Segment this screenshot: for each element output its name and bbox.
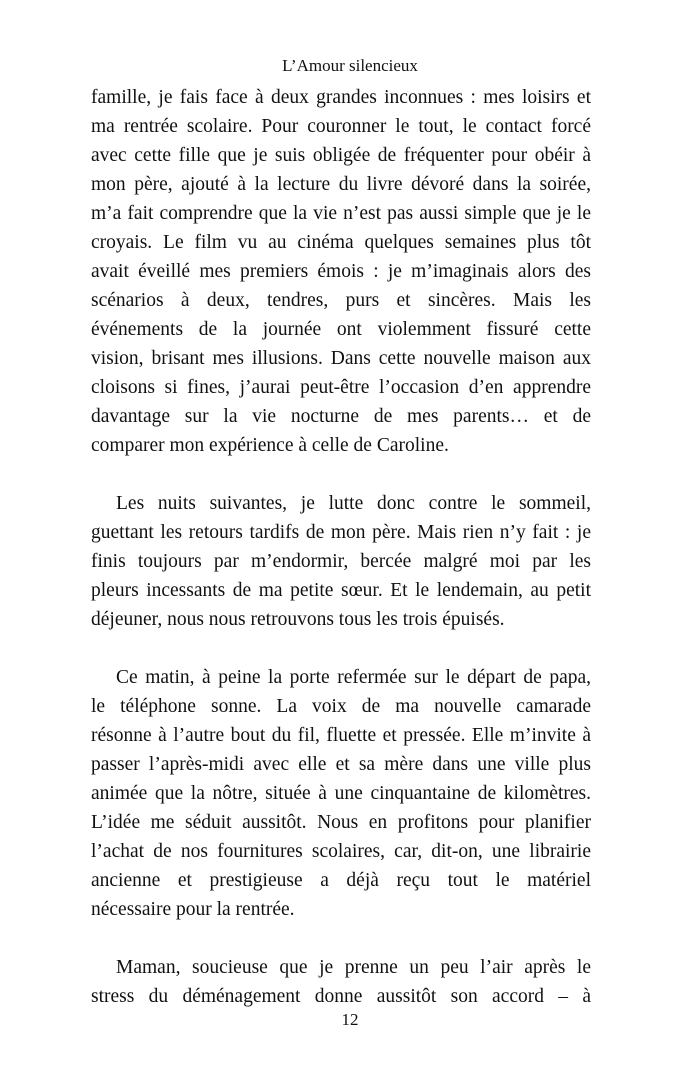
text-line: Les nuits suivantes, je lutte donc contre le sommeil, [116,493,591,514]
text-line: nécessaire pour la rentrée. [91,899,295,920]
text-line: famille, je fais face à deux grandes inconnues : mes loisirs et [91,87,591,108]
text-line: événements de la journée ont violemment fissuré cette [91,319,591,340]
text-line: résonne à l’autre bout du fil, fluette et pressée. Elle m’invite à [91,725,591,746]
paragraph [91,663,591,924]
text-line: cloisons si fines, j’aurai peut-être l’occasion d’en apprendre [91,377,591,398]
text-line: ancienne et prestigieuse a déjà reçu tout le matériel [91,870,591,891]
text-line: scénarios à deux, tendres, purs et sincères. Mais les [91,290,591,311]
text-line: m’a fait comprendre que la vie n’est pas aussi simple que je le [91,203,591,224]
paragraph [91,83,591,460]
page-body [91,83,591,1040]
text-line: le téléphone sonne. La voix de ma nouvelle camarade [91,696,591,717]
text-line: croyais. Le film vu au cinéma quelques semaines plus tôt [91,232,591,253]
text-line: ma rentrée scolaire. Pour couronner le tout, le contact forcé [91,116,591,137]
text-line: avait éveillé mes premiers émois : je m’imaginais alors des [91,261,591,282]
running-header: L’Amour silencieux [282,56,418,75]
text-line: avec cette fille que je suis obligée de fréquenter pour obéir à [91,145,591,166]
paragraph [91,953,591,1011]
text-line: comparer mon expérience à celle de Caroline. [91,435,449,456]
text-line: stress du déménagement donne aussitôt son accord – à [91,986,591,1007]
text-line: animée que la nôtre, située à une cinquantaine de kilomètres. [91,783,591,804]
text-line: guettant les retours tardifs de mon père. Mais rien n’y fait : je [91,522,591,543]
text-line: davantage sur la vie nocturne de mes parents… et de [91,406,591,427]
text-line: Ce matin, à peine la porte refermée sur le départ de papa, [116,667,591,688]
paragraph [91,489,591,634]
text-line: vision, brisant mes illusions. Dans cette nouvelle maison aux [91,348,591,369]
text-line: L’idée me séduit aussitôt. Nous en profitons pour planifier [91,812,591,833]
page-number: 12 [341,1010,359,1029]
text-line: pleurs incessants de ma petite sœur. Et le lendemain, au petit [91,580,591,601]
text-line: mon père, ajouté à la lecture du livre dévoré dans la soirée, [91,174,591,195]
text-line: déjeuner, nous nous retrouvons tous les trois épuisés. [91,609,505,630]
text-line: passer l’après-midi avec elle et sa mère dans une ville plus [91,754,591,775]
text-line: l’achat de nos fournitures scolaires, car, dit-on, une librairie [91,841,591,862]
text-line: Maman, soucieuse que je prenne un peu l’air après le [116,957,591,978]
text-line: finis toujours par m’endormir, bercée malgré moi par les [91,551,591,572]
